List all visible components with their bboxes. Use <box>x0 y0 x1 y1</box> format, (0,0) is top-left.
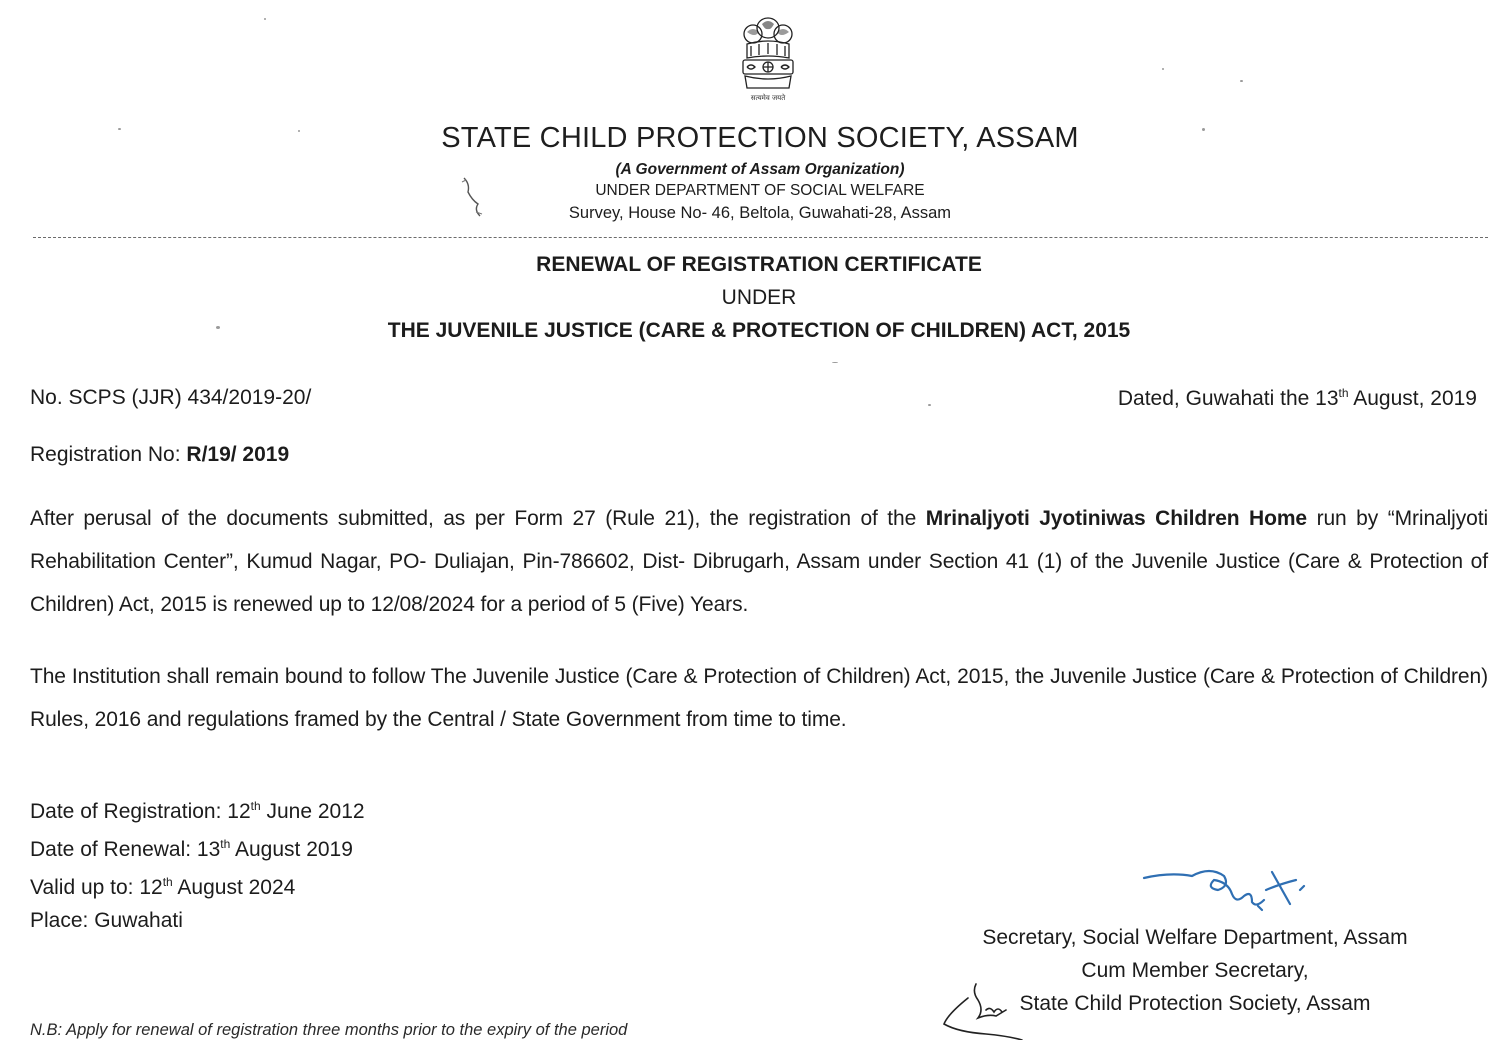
date-of-registration <box>30 790 365 828</box>
organization-name: STATE CHILD PROTECTION SOCIETY, ASSAM <box>441 122 1079 154</box>
para1-text-a: After perusal of the documents submitted, as per Form 27 (Rule 21), the registration of the <box>30 507 926 530</box>
renewal-date-sup: th <box>220 837 231 851</box>
date-of-renewal <box>30 828 365 866</box>
institution-name: Mrinaljyoti Jyotiniwas Children Home <box>925 507 1308 530</box>
initials-icon <box>938 980 1028 1040</box>
valid-rest: August 2024 <box>172 876 296 899</box>
renewal-date-rest: August 2019 <box>230 838 353 861</box>
place: Place: Guwahati <box>30 909 183 932</box>
ashoka-emblem-icon <box>733 10 803 92</box>
certificate-title: RENEWAL OF REGISTRATION CERTIFICATE <box>536 253 982 276</box>
scan-speck <box>1162 68 1164 70</box>
scan-speck <box>264 18 266 20</box>
body-paragraph-1 <box>30 497 1488 626</box>
signatory-line-3: State Child Protection Society, Assam <box>1019 992 1371 1015</box>
organization-department: UNDER DEPARTMENT OF SOCIAL WELFARE <box>595 182 925 199</box>
scan-speck <box>832 362 838 363</box>
emblem-motto: सत्यमेव जयते <box>750 94 786 102</box>
date-issued-prefix: Dated, Guwahati the 13 <box>1117 387 1339 410</box>
valid-label: Valid up to: 12 <box>30 876 163 899</box>
scan-speck <box>1202 128 1205 131</box>
signatory-block <box>960 921 1430 1020</box>
signature-icon <box>1140 860 1320 920</box>
signatory-line-2: Cum Member Secretary, <box>1081 959 1309 982</box>
scan-speck <box>1240 80 1243 82</box>
body-paragraph-2: The Institution shall remain bound to follow The Juvenile Justice (Care & Protection of Children) Act, 2015, the Juvenile Justice (Care & Protection of Children) Rules, 2016 and regulations framed by the Central / State Government from time to time. <box>30 665 1488 731</box>
registration-date-rest: June 2012 <box>260 800 365 823</box>
certificate-under: UNDER <box>721 286 797 309</box>
registration-number <box>30 443 289 467</box>
para1-text-b: run by “Mrinaljyoti Rehabilitation Center”, Kumud Nagar, PO- Duliajan, Pin-786602, Dist- Dibrugarh, Assam under Section 41 (1) of the Juvenile Justice (Care & Protection of Children) Act, 2015 is renewed up to 12/08/2024 for a period of 5 (Five) Years. <box>30 507 1489 616</box>
valid-up-to <box>30 866 365 904</box>
state-emblem <box>733 10 803 102</box>
signatory-line-1: Secretary, Social Welfare Department, Assam <box>982 926 1408 949</box>
organization-subtitle: (A Government of Assam Organization) <box>615 161 905 178</box>
registration-value: R/19/ 2019 <box>186 443 290 466</box>
dates-block <box>30 790 365 937</box>
renewal-date-label: Date of Renewal: 13 <box>30 838 221 861</box>
scan-speck <box>216 326 220 329</box>
registration-date-label: Date of Registration: 12 <box>30 800 251 823</box>
registration-label: Registration No: <box>30 443 187 466</box>
reference-number: No. SCPS (JJR) 434/2019-20/ <box>30 386 312 409</box>
date-issued <box>1118 386 1477 411</box>
scan-speck <box>298 130 300 132</box>
scan-mark-icon <box>456 174 496 222</box>
scan-speck <box>118 128 121 130</box>
header-divider <box>33 237 1488 238</box>
organization-address: Survey, House No- 46, Beltola, Guwahati-28, Assam <box>568 204 952 222</box>
scan-speck <box>928 404 931 406</box>
date-issued-suffix: August, 2019 <box>1348 387 1477 410</box>
valid-sup: th <box>162 875 173 889</box>
registration-date-sup: th <box>250 799 261 813</box>
footer-note: N.B: Apply for renewal of registration three months prior to the expiry of the period <box>30 1021 628 1039</box>
date-issued-sup: th <box>1338 386 1349 400</box>
certificate-act: THE JUVENILE JUSTICE (CARE & PROTECTION OF CHILDREN) ACT, 2015 <box>387 319 1131 342</box>
